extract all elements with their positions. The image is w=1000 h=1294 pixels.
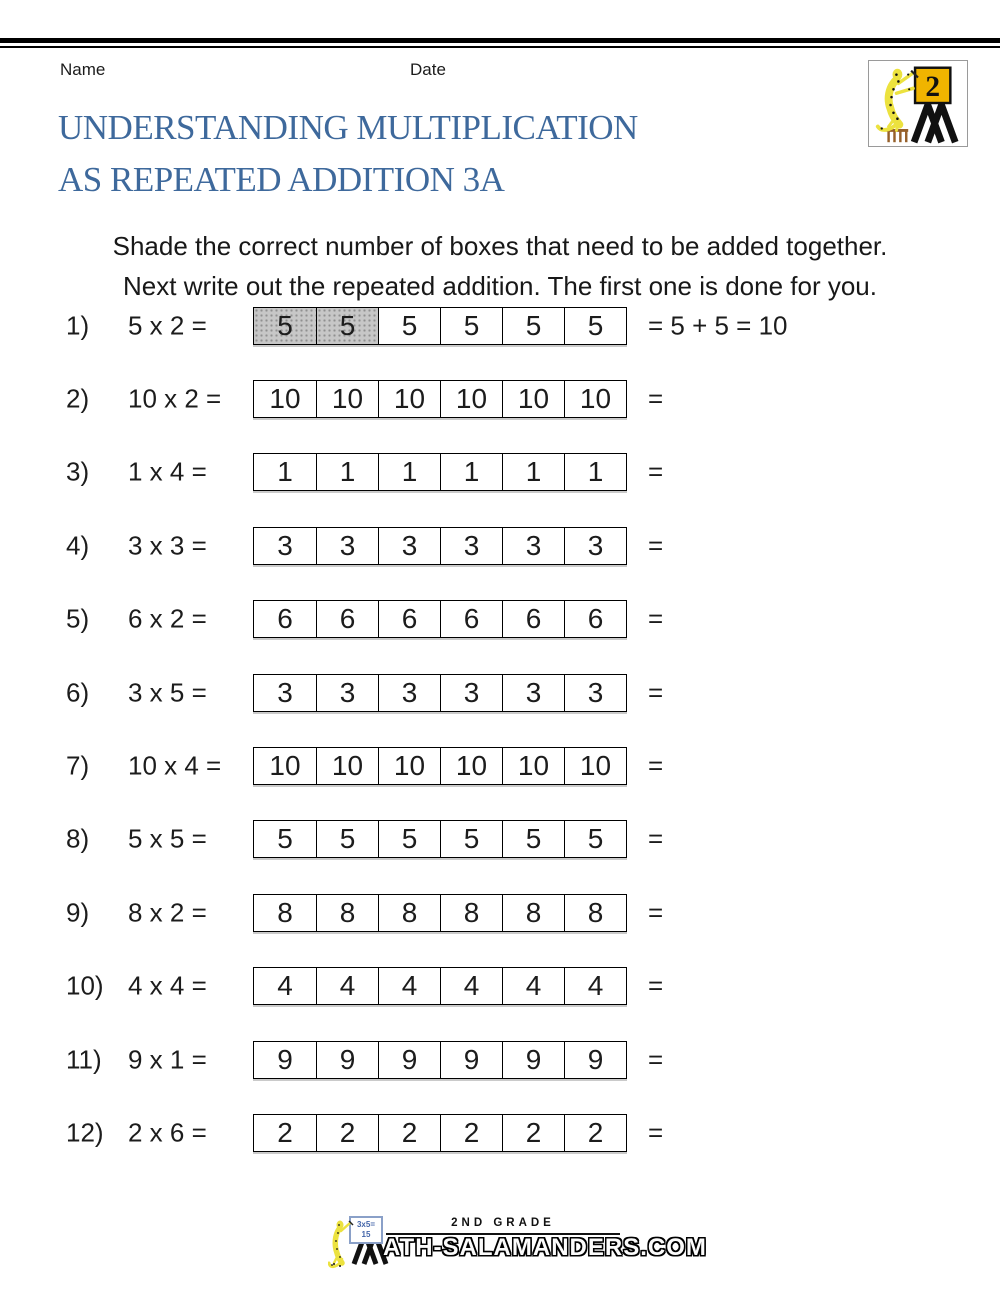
problem-number: 1) [66,310,90,341]
box-cell[interactable]: 10 [502,381,564,417]
problem-row [0,509,1000,582]
box-cell[interactable]: 4 [564,968,626,1004]
problem-row [0,1096,1000,1169]
box-cell[interactable]: 6 [502,601,564,637]
box-cell[interactable]: 6 [564,601,626,637]
problem-expression: 5 x 5 = [128,823,207,854]
date-label: Date [410,60,446,79]
box-cell[interactable]: 1 [277,456,293,488]
box-cell[interactable]: 8 [564,895,626,931]
box-cell[interactable]: 10 [564,381,626,417]
top-divider-thick [0,38,1000,43]
boxes-row [253,1041,627,1079]
box-cell[interactable]: 4 [378,968,440,1004]
problem-answer: = [648,603,664,634]
problem-answer: = [648,1044,664,1075]
box-cell[interactable]: 1 [440,454,502,490]
problem-number: 3) [66,456,90,487]
box-cell[interactable]: 9 [440,1042,502,1078]
problem-number: 4) [66,530,90,561]
box-cell[interactable]: 5 [440,821,502,857]
box-cell[interactable]: 5 [440,308,502,344]
problem-answer: = [648,970,664,1001]
box-cell[interactable]: 5 [564,821,626,857]
box-cell[interactable]: 2 [502,1115,564,1151]
problem-row [0,876,1000,949]
box-cell[interactable]: 4 [502,968,564,1004]
box-cell[interactable]: 10 [502,748,564,784]
boxes-row [253,453,627,491]
box-cell[interactable]: 10 [316,381,378,417]
grade-number: 2 [925,71,941,104]
box-cell[interactable]: 2 [440,1115,502,1151]
box-cell[interactable]: 10 [316,748,378,784]
box-cell[interactable]: 3 [277,676,293,708]
box-cell[interactable]: 1 [316,454,378,490]
page-title-line1: UNDERSTANDING MULTIPLICATION [58,108,638,147]
box-cell[interactable]: 3 [502,528,564,564]
problem-number: 7) [66,750,90,781]
problem-row [0,950,1000,1023]
box-cell[interactable]: 1 [502,454,564,490]
box-cell[interactable]: 3 [502,675,564,711]
boxes-row [253,820,627,858]
problem-answer: = [648,1117,664,1148]
box-cell[interactable]: 5 [378,308,440,344]
salamander-grade-logo-icon [869,61,967,146]
boxes-row [253,894,627,932]
problem-answer: = [648,530,664,561]
problem-number: 6) [66,677,90,708]
box-cell[interactable]: 8 [378,895,440,931]
box-cell[interactable]: 9 [316,1042,378,1078]
instructions-line2: Next write out the repeated addition. The first one is done for you. [123,271,877,301]
instructions-line1: Shade the correct number of boxes that need to be added together. [112,231,888,261]
box-cell[interactable]: 8 [277,896,293,928]
box-cell[interactable]: 10 [378,748,440,784]
box-cell[interactable]: 3 [440,528,502,564]
problem-number: 9) [66,897,90,928]
box-cell[interactable]: 2 [378,1115,440,1151]
problem-expression: 5 x 2 = [128,310,207,341]
problem-row [0,583,1000,656]
problem-row [0,729,1000,802]
problem-row [0,362,1000,435]
boxes-row [253,600,627,638]
problem-number: 2) [66,383,90,414]
box-cell[interactable]: 5 [316,308,378,344]
box-cell[interactable]: 5 [564,308,626,344]
box-cell[interactable]: 3 [378,528,440,564]
box-cell[interactable]: 2 [564,1115,626,1151]
box-cell[interactable]: 3 [440,675,502,711]
board-equation-line2: 15 [361,1230,371,1239]
boxes-row [253,1114,627,1152]
box-cell[interactable]: 10 [440,748,502,784]
problem-number: 10) [66,970,104,1001]
box-cell[interactable]: 5 [502,308,564,344]
box-cell[interactable]: 9 [564,1042,626,1078]
problem-answer: = [648,383,664,414]
box-cell[interactable]: 2 [316,1115,378,1151]
problem-expression: 1 x 4 = [128,456,207,487]
box-cell[interactable]: 5 [254,308,316,344]
box-cell[interactable]: 10 [269,750,301,782]
board-equation-line1: 3x5= [356,1220,376,1229]
problem-answer: = [648,677,664,708]
boxes-row [253,967,627,1005]
box-cell[interactable]: 9 [277,1043,293,1075]
box-cell[interactable]: 10 [440,381,502,417]
problem-row [0,656,1000,729]
problem-answer: = [648,456,664,487]
problems-list [0,289,1000,1170]
box-cell[interactable]: 5 [378,821,440,857]
problem-expression: 8 x 2 = [128,897,207,928]
box-cell[interactable]: 9 [378,1042,440,1078]
problem-answer: = [648,750,664,781]
box-cell[interactable]: 3 [564,528,626,564]
box-cell[interactable]: 10 [378,381,440,417]
problem-expression: 10 x 2 = [128,383,222,414]
problem-expression: 6 x 2 = [128,603,207,634]
box-cell[interactable]: 9 [502,1042,564,1078]
box-cell[interactable]: 3 [316,675,378,711]
problem-expression: 2 x 6 = [128,1117,207,1148]
box-cell[interactable]: 8 [440,895,502,931]
box-cell[interactable]: 10 [564,748,626,784]
grade-logo [868,60,968,147]
box-cell[interactable]: 8 [502,895,564,931]
problem-row [0,436,1000,509]
footer-salamander-icon [328,1214,390,1270]
box-cell[interactable]: 1 [564,454,626,490]
page-title-line2: AS REPEATED ADDITION 3A [58,160,505,199]
problem-number: 12) [66,1117,104,1148]
box-cell[interactable]: 3 [277,529,293,561]
footer-site-name: ATH-SALAMANDERS.COM [383,1234,707,1261]
name-label: Name [60,60,106,79]
box-cell[interactable]: 8 [316,895,378,931]
box-cell[interactable]: 6 [277,603,293,635]
problem-number: 11) [66,1044,102,1075]
problem-row [0,1023,1000,1096]
boxes-row [253,527,627,565]
box-cell[interactable]: 4 [277,970,293,1002]
box-cell[interactable]: 2 [277,1116,293,1148]
problem-row [0,803,1000,876]
problem-answer: = [648,823,664,854]
problem-expression: 9 x 1 = [128,1044,207,1075]
box-cell[interactable]: 5 [277,823,293,855]
boxes-row [253,307,627,345]
footer-brand [328,1214,707,1272]
box-cell[interactable]: 10 [269,383,301,415]
problem-number: 5) [66,603,90,634]
problem-number: 8) [66,823,90,854]
boxes-row [253,747,627,785]
box-cell[interactable]: 3 [378,675,440,711]
box-cell[interactable]: 1 [378,454,440,490]
top-divider-thin [0,46,1000,48]
problem-expression: 10 x 4 = [128,750,222,781]
box-cell[interactable]: 5 [316,821,378,857]
footer-grade-label: 2ND GRADE [451,1217,555,1229]
box-cell[interactable]: 6 [316,601,378,637]
problem-answer: = 5 + 5 = 10 [648,310,788,341]
boxes-row [253,380,627,418]
box-cell[interactable]: 6 [440,601,502,637]
boxes-row [253,674,627,712]
box-cell[interactable]: 4 [440,968,502,1004]
box-cell[interactable]: 3 [564,675,626,711]
problem-row [0,289,1000,362]
page-title [58,102,878,206]
problem-expression: 3 x 3 = [128,530,207,561]
box-cell[interactable]: 6 [378,601,440,637]
problem-expression: 3 x 5 = [128,677,207,708]
problem-answer: = [648,897,664,928]
box-cell[interactable]: 4 [316,968,378,1004]
box-cell[interactable]: 5 [502,821,564,857]
problem-expression: 4 x 4 = [128,970,207,1001]
box-cell[interactable]: 3 [316,528,378,564]
